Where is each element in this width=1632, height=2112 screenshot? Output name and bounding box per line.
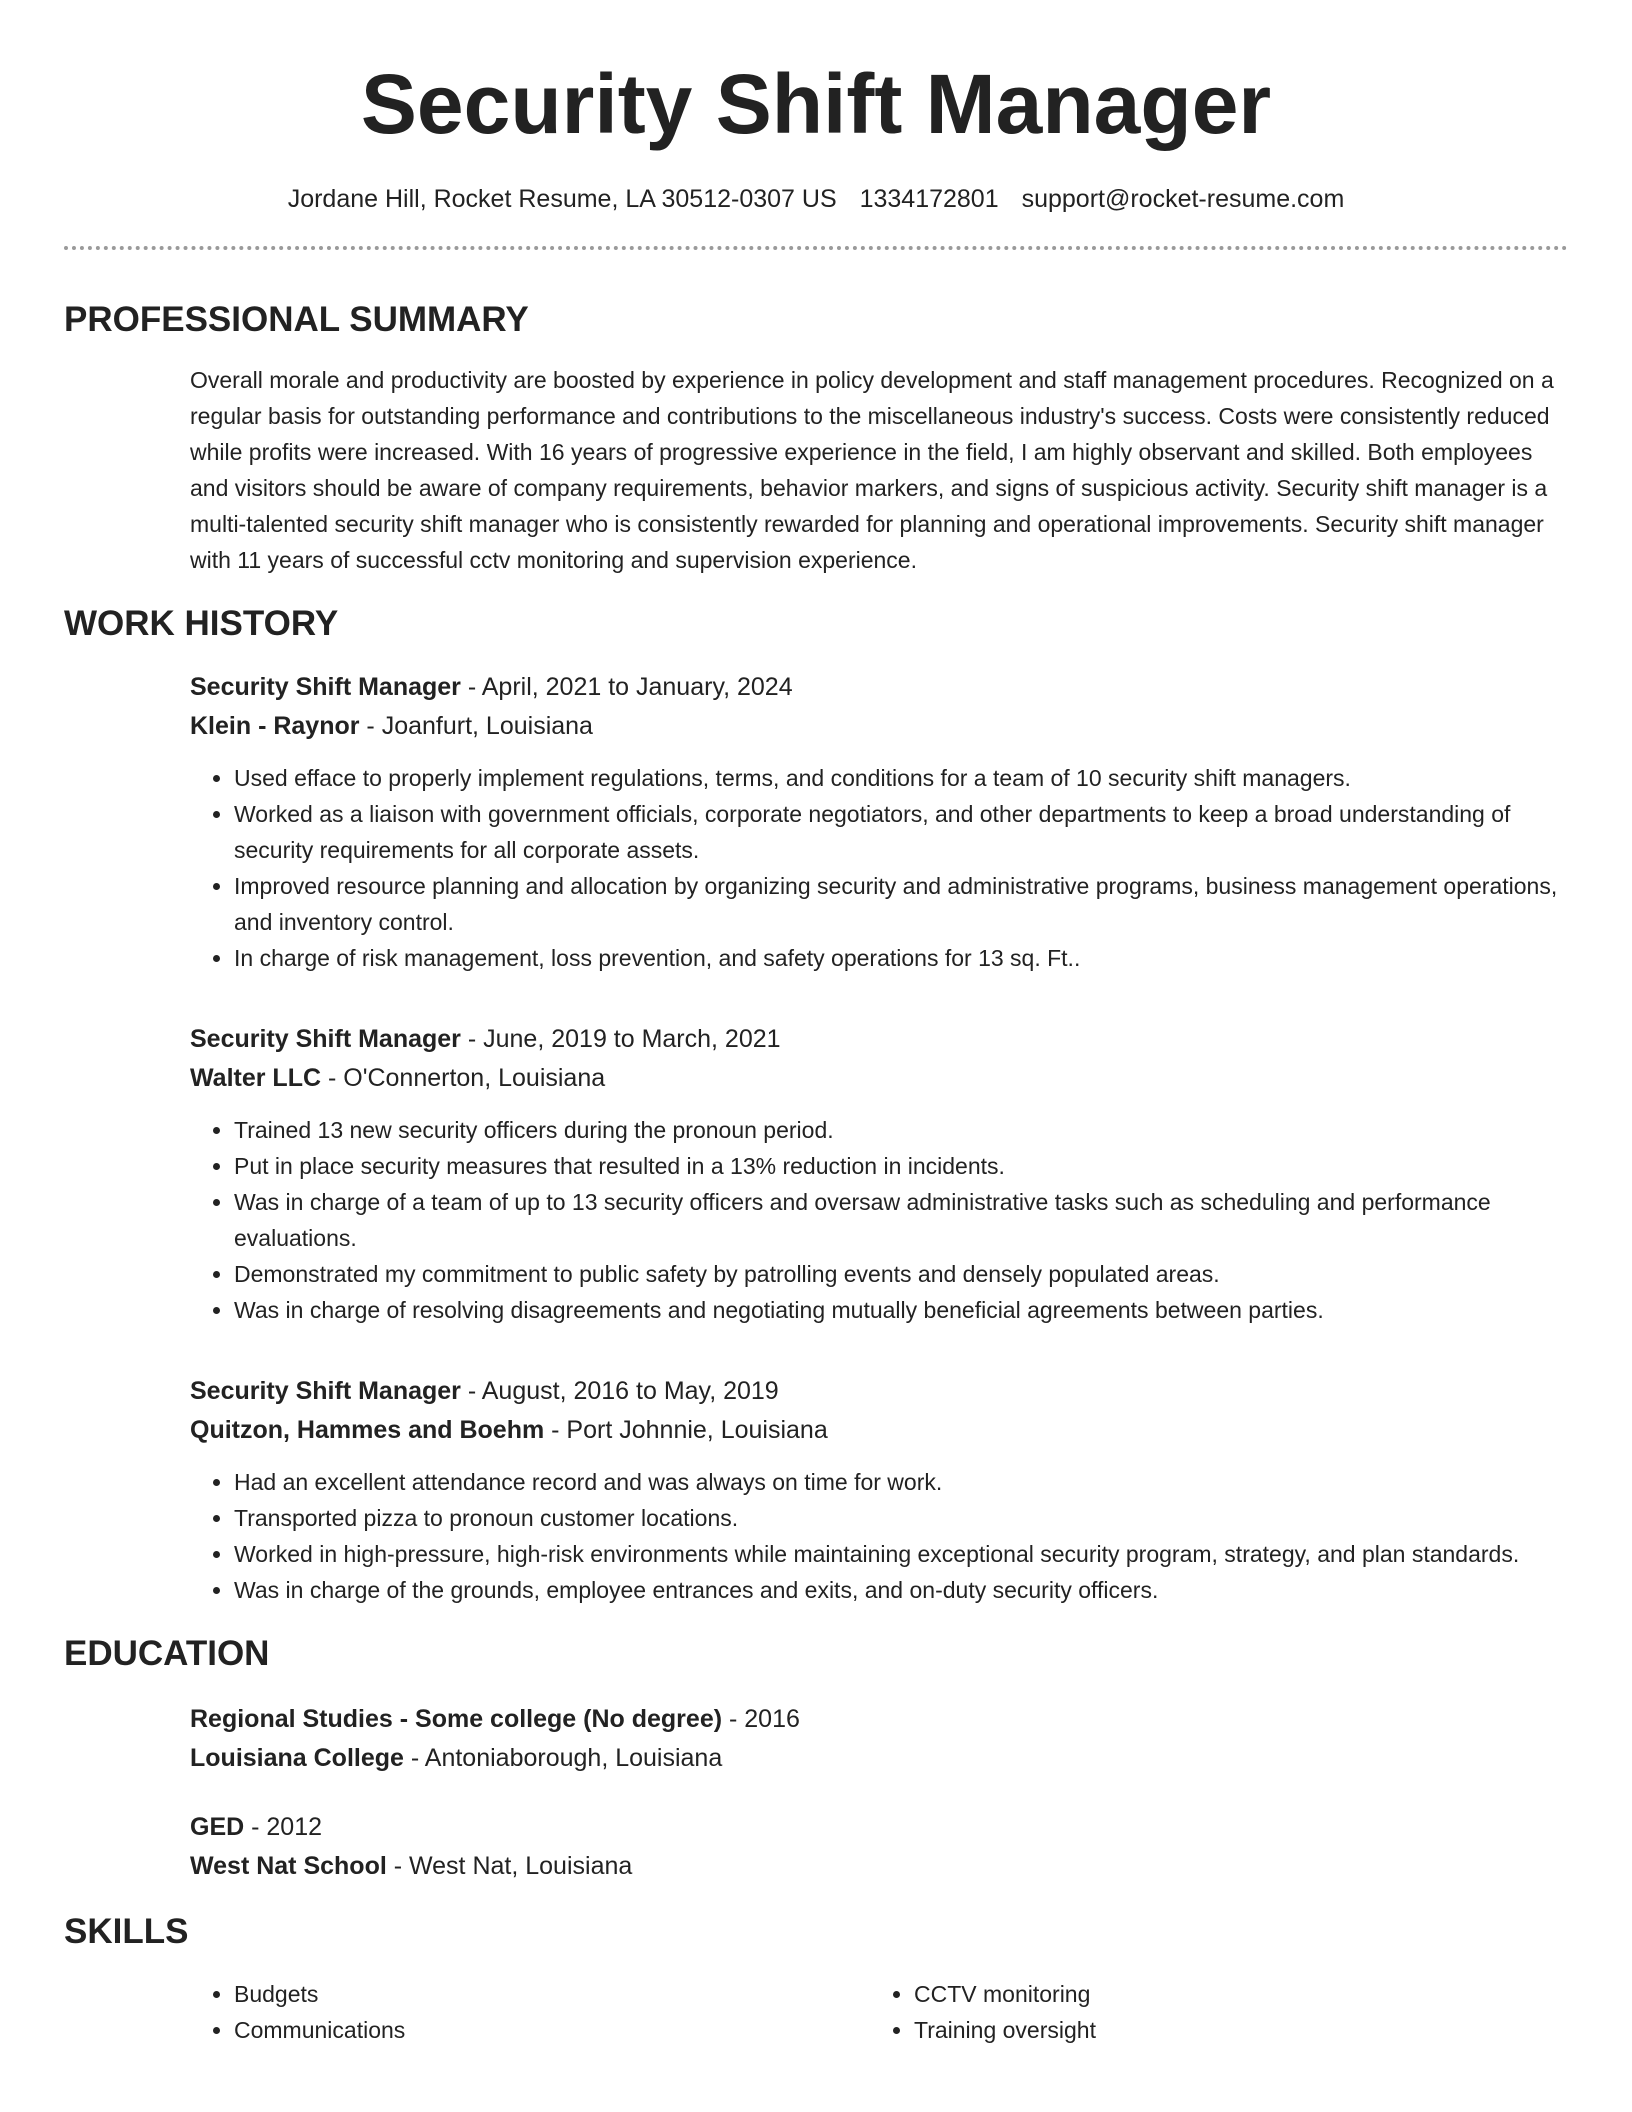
skills-grid <box>190 1976 1568 2048</box>
job-location: - Port Johnnie, Louisiana <box>544 1416 828 1444</box>
resume-title: Security Shift Manager <box>360 57 1272 151</box>
job-entry <box>190 1020 1568 1328</box>
job-role: Security Shift Manager <box>190 673 461 701</box>
job-role-line <box>190 1372 1568 1411</box>
job-role: Security Shift Manager <box>190 1025 461 1053</box>
job-bullet: • Put in place security measures that resulted in a 13% reduction in incidents. <box>234 1148 1568 1184</box>
job-bullets <box>190 760 1568 976</box>
job-company-line <box>190 1059 1568 1098</box>
job-dates: - June, 2019 to March, 2021 <box>460 1025 781 1053</box>
education-entry <box>190 1808 1568 1886</box>
skills-section <box>64 1976 1568 2048</box>
job-bullet: • Transported pizza to pronoun customer locations. <box>234 1500 1568 1536</box>
education-school-line <box>190 1847 1568 1886</box>
job-bullet: • Was in charge of the grounds, employee entrances and exits, and on-duty security officers. <box>234 1572 1568 1608</box>
job-bullet: • Worked in high-pressure, high-risk environments while maintaining exceptional security program, strategy, and plan standards. <box>234 1536 1568 1572</box>
job-bullet: • Was in charge of resolving disagreements and negotiating mutually beneficial agreements between parties. <box>234 1292 1568 1328</box>
work-history-section <box>64 668 1568 1608</box>
education-location: - West Nat, Louisiana <box>386 1852 633 1880</box>
education-degree: GED <box>190 1813 245 1841</box>
skill-item: • Budgets <box>234 1976 870 2012</box>
education-degree-line <box>190 1808 1568 1847</box>
job-company-line <box>190 707 1568 746</box>
job-bullet: • Improved resource planning and allocation by organizing security and administrative programs, business management operations, and inventory control. <box>234 868 1568 940</box>
job-role-line <box>190 1020 1568 1059</box>
job-company: Quitzon, Hammes and Boehm <box>190 1416 545 1444</box>
job-company: Klein - Raynor <box>190 712 360 740</box>
job-bullet: • Had an excellent attendance record and was always on time for work. <box>234 1464 1568 1500</box>
job-bullet: • In charge of risk management, loss prevention, and safety operations for 13 sq. Ft.. <box>234 940 1568 976</box>
education-entry <box>190 1700 1568 1778</box>
education-year: - 2016 <box>722 1705 800 1733</box>
education-school: West Nat School <box>190 1852 387 1880</box>
summary-text: Overall morale and productivity are boosted by experience in policy development and staff management procedures. Recognized on a regular basis for outstanding performance and contributions to the miscellaneous industry's success. Costs were consistently reduced while profits were increased. With 16 years of progressive experience in the field, I am highly observant and skilled. Both employees and visitors should be aware of company requirements, behavior markers, and signs of suspicious activity. Security shift manager is a multi-talented security shift manager who is consistently rewarded for planning and operational improvements. Security shift manager with 11 years of successful cctv monitoring and supervision experience. <box>190 367 1554 573</box>
education-section <box>64 1700 1568 1886</box>
skill-item: • CCTV monitoring <box>914 1976 1470 2012</box>
job-bullet: • Worked as a liaison with government officials, corporate negotiators, and other departments to keep a broad understanding of security requirements for all corporate assets. <box>234 796 1568 868</box>
education-year: - 2012 <box>244 1813 323 1841</box>
contact-line <box>64 182 1568 216</box>
job-bullet: • Trained 13 new security officers during the pronoun period. <box>234 1112 1568 1148</box>
job-bullets <box>190 1464 1568 1608</box>
job-company: Walter LLC <box>190 1064 322 1092</box>
contact-address: Jordane Hill, Rocket Resume, LA 30512-0307 US <box>287 185 837 213</box>
contact-phone: 1334172801 <box>859 185 999 213</box>
section-title-summary: PROFESSIONAL SUMMARY <box>64 300 529 339</box>
section-title-skills: SKILLS <box>64 1912 189 1951</box>
job-location: - O'Connerton, Louisiana <box>321 1064 606 1092</box>
skill-item: • Training oversight <box>914 2012 1470 2048</box>
education-degree: Regional Studies - Some college (No degree) <box>190 1705 723 1733</box>
summary-section <box>64 362 1568 578</box>
contact-email: support@rocket-resume.com <box>1021 185 1345 213</box>
skills-column-left <box>190 1976 870 2048</box>
job-bullet: • Used efface to properly implement regulations, terms, and conditions for a team of 10 security shift managers. <box>234 760 1568 796</box>
education-degree-line <box>190 1700 1568 1739</box>
job-role: Security Shift Manager <box>190 1377 461 1405</box>
job-role-line <box>190 668 1568 707</box>
education-school: Louisiana College <box>190 1744 404 1772</box>
job-entry <box>190 668 1568 976</box>
job-company-line <box>190 1411 1568 1450</box>
job-dates: - April, 2021 to January, 2024 <box>460 673 793 701</box>
job-bullet: • Demonstrated my commitment to public safety by patrolling events and densely populated areas. <box>234 1256 1568 1292</box>
education-location: - Antoniaborough, Louisiana <box>403 1744 723 1772</box>
skill-item: • Communications <box>234 2012 870 2048</box>
job-bullet: • Was in charge of a team of up to 13 security officers and oversaw administrative tasks such as scheduling and performance evaluations. <box>234 1184 1568 1256</box>
header-divider <box>64 246 1568 250</box>
job-location: - Joanfurt, Louisiana <box>359 712 593 740</box>
skills-column-right <box>870 1976 1470 2048</box>
education-school-line <box>190 1739 1568 1778</box>
job-dates: - August, 2016 to May, 2019 <box>460 1377 779 1405</box>
job-bullets <box>190 1112 1568 1328</box>
section-title-education: EDUCATION <box>64 1634 270 1673</box>
job-entry <box>190 1372 1568 1608</box>
section-title-work-history: WORK HISTORY <box>64 604 339 643</box>
